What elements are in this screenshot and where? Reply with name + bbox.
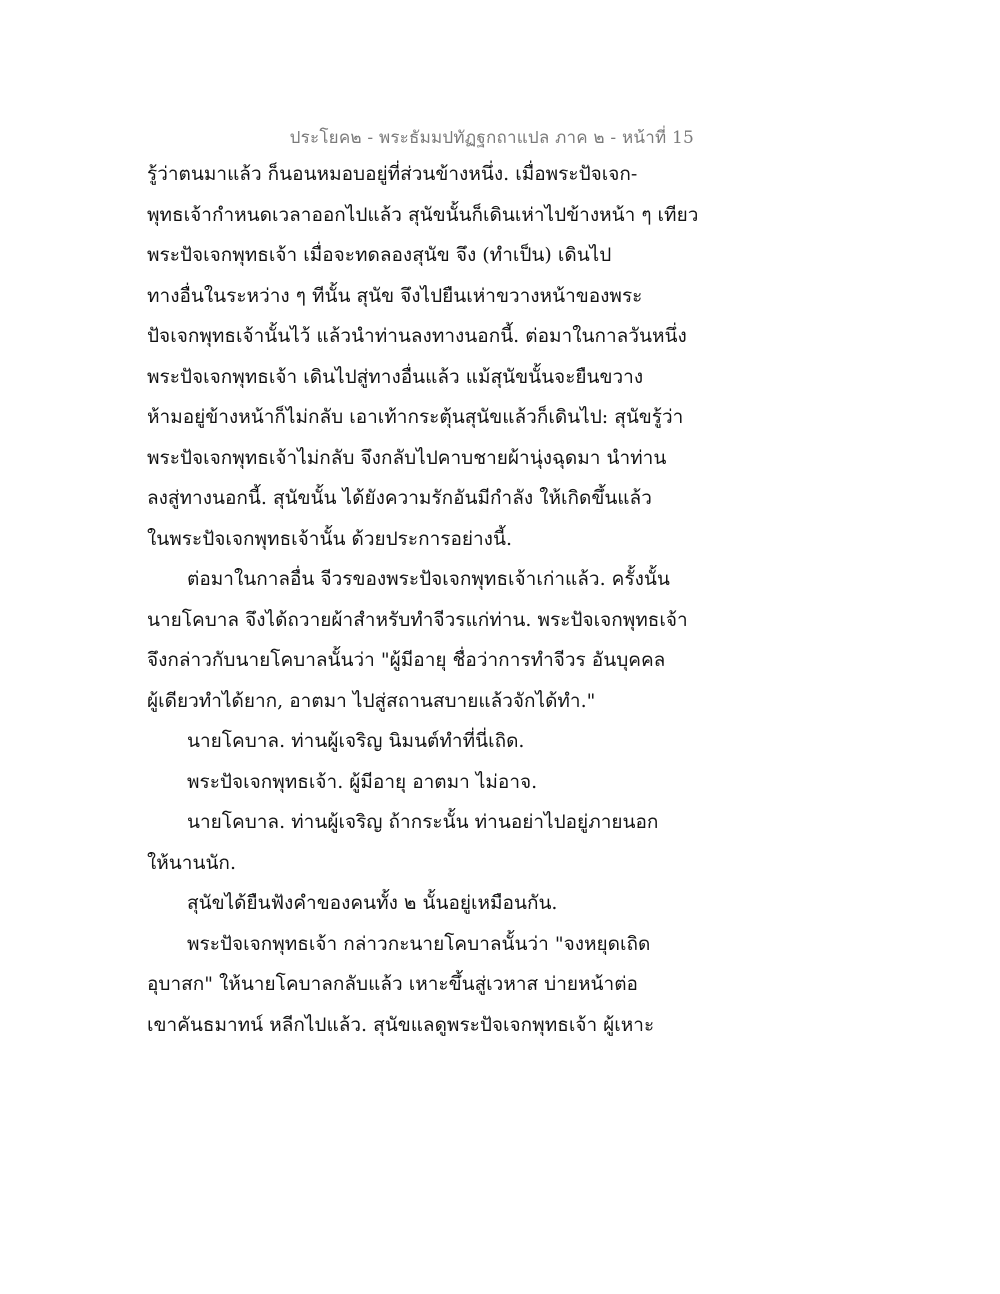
dialogue-line: พระปัจเจกพุทธเจ้า. ผู้มีอายุ อาตมา ไม่อาจ. bbox=[187, 770, 538, 793]
text-line: อุบาสก" ให้นายโคบาลกลับแล้ว เหาะขึ้นสู่เวหาส บ่ายหน้าต่อ bbox=[147, 973, 638, 995]
text-line: เขาคันธมาทน์ หลีกไปแล้ว. สุนัขแลดูพระปัจเจกพุทธเจ้า ผู้เหาะ bbox=[147, 1013, 655, 1036]
running-header: ประโยค๒ - พระธัมมปทัฏฐกถาแปล ภาค ๒ - หน้าที่ 15 bbox=[289, 128, 694, 148]
text-line: ลงสู่ทางนอกนี้. สุนัขนั้น ได้ยังความรักอันมีกำลัง ให้เกิดขึ้นแล้ว bbox=[147, 487, 652, 509]
text-line: พระปัจเจกพุทธเจ้าไม่กลับ จึงกลับไปคาบชายผ้านุ่งฉุดมา นำท่าน bbox=[147, 446, 667, 469]
dialogue-line: นายโคบาล. ท่านผู้เจริญ ถ้ากระนั้น ท่านอย่าไปอยู่ภายนอก bbox=[187, 811, 659, 833]
dialogue-line: นายโคบาล. ท่านผู้เจริญ นิมนต์ทำที่นี่เถิด. bbox=[187, 730, 525, 752]
text-line: รู้ว่าตนมาแล้ว ก็นอนหมอบอยู่ที่ส่วนข้างหนึ่ง. เมื่อพระปัจเจก- bbox=[147, 163, 638, 185]
text-line: ผู้เดียวทำได้ยาก, อาตมา ไปสู่สถานสบายแล้วจักได้ทำ." bbox=[147, 689, 596, 712]
text-line: ปัจเจกพุทธเจ้านั้นไว้ แล้วนำท่านลงทางนอกนี้. ต่อมาในกาลวันหนึ่ง bbox=[147, 325, 687, 347]
paragraph-start-line: สุนัขได้ยืนฟังคำของคนทั้ง ๒ นั้นอยู่เหมือนกัน. bbox=[187, 892, 558, 914]
text-line: นายโคบาล จึงได้ถวายผ้าสำหรับทำจีวรแก่ท่าน. พระปัจเจกพุทธเจ้า bbox=[147, 608, 688, 631]
text-line: ห้ามอยู่ข้างหน้าก็ไม่กลับ เอาเท้ากระตุ้นสุนัขแล้วก็เดินไป: สุนัขรู้ว่า bbox=[147, 406, 684, 428]
text-line: จึงกล่าวกับนายโคบาลนั้นว่า "ผู้มีอายุ ชื่อว่าการทำจีวร อันบุคคล bbox=[147, 649, 666, 671]
text-line: ในพระปัจเจกพุทธเจ้านั้น ด้วยประการอย่างนี้. bbox=[147, 527, 512, 550]
text-line: ให้นานนัก. bbox=[147, 851, 236, 874]
text-line: ทางอื่นในระหว่าง ๆ ทีนั้น สุนัข จึงไปยืนเห่าขวางหน้าของพระ bbox=[147, 284, 643, 307]
text-line: พุทธเจ้ากำหนดเวลาออกไปแล้ว สุนัขนั้นก็เดินเห่าไปข้างหน้า ๆ เทียว bbox=[147, 203, 699, 226]
body-text bbox=[147, 154, 707, 1045]
paragraph-start-line: พระปัจเจกพุทธเจ้า กล่าวกะนายโคบาลนั้นว่า "จงหยุดเถิด bbox=[187, 932, 651, 955]
text-line: พระปัจเจกพุทธเจ้า เดินไปสู่ทางอื่นแล้ว แม้สุนัขนั้นจะยืนขวาง bbox=[147, 365, 644, 388]
paragraph-start-line: ต่อมาในกาลอื่น จีวรของพระปัจเจกพุทธเจ้าเก่าแล้ว. ครั้งนั้น bbox=[187, 568, 670, 590]
text-line: พระปัจเจกพุทธเจ้า เมื่อจะทดลองสุนัข จึง (ทำเป็น) เดินไป bbox=[147, 244, 612, 266]
